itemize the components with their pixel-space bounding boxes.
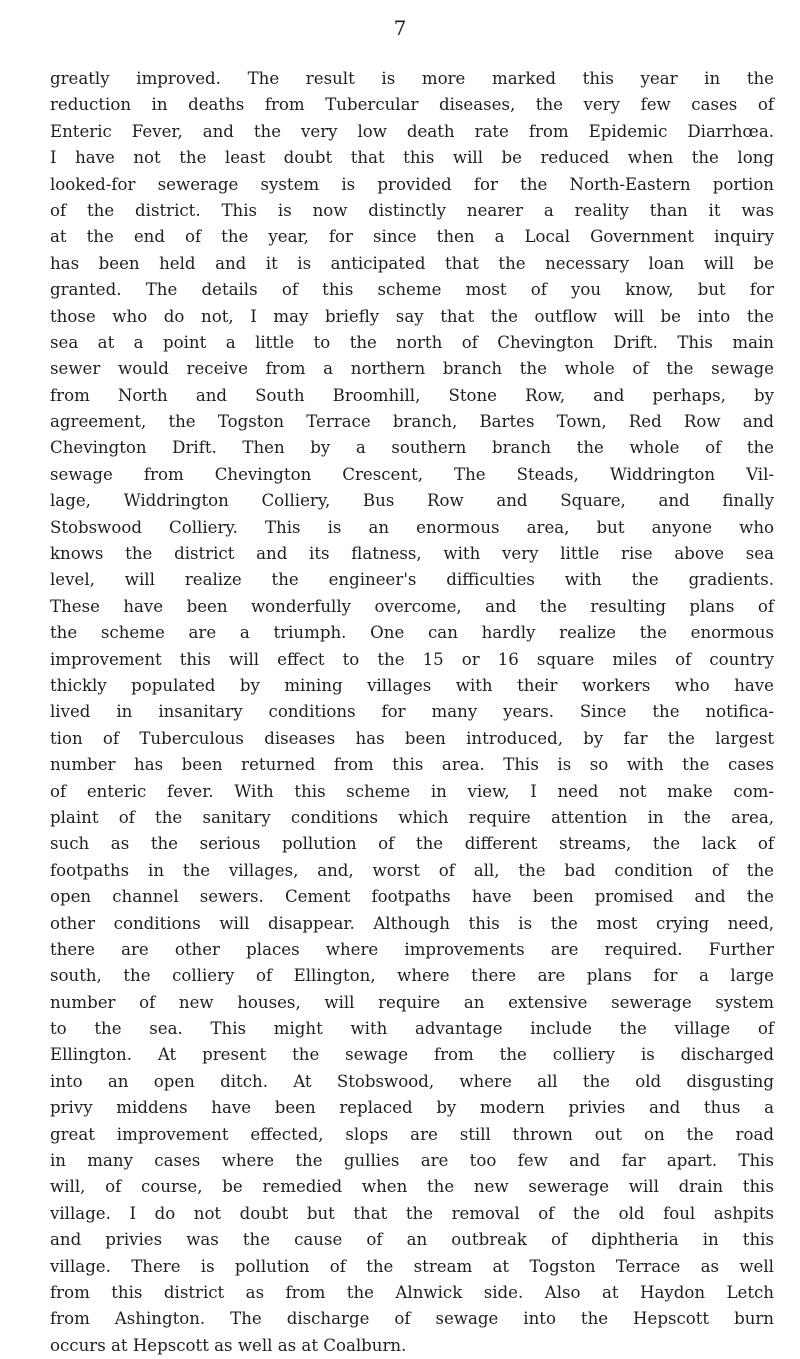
body-paragraph xyxy=(50,66,774,1359)
text-line: sewage from Chevington Crescent, The Steads, Widdrington Vil- xyxy=(50,464,774,484)
text-line: occurs at Hepscott as well as at Coalburn. xyxy=(50,1335,407,1355)
text-line: tion of Tuberculous diseases has been introduced, by far the largest xyxy=(50,728,774,748)
text-line: I have not the least doubt that this will be reduced when the long xyxy=(50,148,774,168)
text-line: looked-for sewerage system is provided for the North-Eastern portion xyxy=(50,174,774,194)
text-line: plaint of the sanitary conditions which require attention in the area, xyxy=(50,807,774,827)
text-line: Stobswood Colliery. This is an enormous area, but anyone who xyxy=(50,517,774,537)
text-line: the scheme are a triumph. One can hardly realize the enormous xyxy=(50,623,774,643)
text-line: other conditions will disappear. Although this is the most crying need, xyxy=(50,913,774,933)
text-line: south, the colliery of Ellington, where there are plans for a large xyxy=(50,966,774,986)
text-line: from North and South Broomhill, Stone Row, and perhaps, by xyxy=(50,385,774,405)
text-line: Enteric Fever, and the very low death rate from Epidemic Diarrhœa. xyxy=(50,121,774,141)
text-line: of the district. This is now distinctly nearer a reality than it was xyxy=(50,200,774,220)
text-line: privy middens have been replaced by modern privies and thus a xyxy=(50,1098,774,1118)
text-line: reduction in deaths from Tubercular diseases, the very few cases of xyxy=(50,95,774,115)
text-line: village. There is pollution of the stream at Togston Terrace as well xyxy=(50,1256,774,1276)
text-line: agreement, the Togston Terrace branch, Bartes Town, Red Row and xyxy=(50,412,774,432)
text-line: those who do not, I may briefly say that the outflow will be into the xyxy=(50,306,774,326)
text-line: number of new houses, will require an extensive sewerage system xyxy=(50,992,774,1012)
text-line: Chevington Drift. Then by a southern branch the whole of the xyxy=(50,438,774,458)
text-line: thickly populated by mining villages with their workers who have xyxy=(50,675,774,695)
text-line: to the sea. This might with advantage include the village of xyxy=(50,1019,774,1039)
text-line: open channel sewers. Cement footpaths have been promised and the xyxy=(50,887,774,907)
page-number: 7 xyxy=(393,16,407,40)
text-line: from this district as from the Alnwick side. Also at Haydon Letch xyxy=(50,1282,774,1302)
text-line: knows the district and its flatness, with very little rise above sea xyxy=(50,544,774,564)
text-line: Ellington. At present the sewage from the colliery is discharged xyxy=(50,1045,774,1065)
text-line: granted. The details of this scheme most of you know, but for xyxy=(50,280,774,300)
text-line: footpaths in the villages, and, worst of all, the bad condition of the xyxy=(50,860,774,880)
text-line: village. I do not doubt but that the removal of the old foul ashpits xyxy=(50,1203,774,1223)
text-line: lage, Widdrington Colliery, Bus Row and Square, and finally xyxy=(50,491,774,511)
text-line: such as the serious pollution of the different streams, the lack of xyxy=(50,834,774,854)
text-line: has been held and it is anticipated that the necessary loan will be xyxy=(50,253,774,273)
text-line: great improvement effected, slops are still thrown out on the road xyxy=(50,1124,774,1144)
text-line: level, will realize the engineer's difficulties with the gradients. xyxy=(50,570,774,590)
text-line: from Ashington. The discharge of sewage into the Hepscott burn xyxy=(50,1309,774,1329)
text-line: These have been wonderfully overcome, and the resulting plans of xyxy=(50,596,774,616)
text-line: into an open ditch. At Stobswood, where all the old disgusting xyxy=(50,1071,774,1091)
text-line: will, of course, be remedied when the new sewerage will drain this xyxy=(50,1177,774,1197)
text-line: sea at a point a little to the north of Chevington Drift. This main xyxy=(50,332,774,352)
text-line: greatly improved. The result is more marked this year in the xyxy=(50,69,774,88)
text-line: of enteric fever. With this scheme in view, I need not make com- xyxy=(50,781,774,801)
text-line: lived in insanitary conditions for many years. Since the notifica- xyxy=(50,702,774,722)
text-line: and privies was the cause of an outbreak of diphtheria in this xyxy=(50,1230,774,1250)
text-line: there are other places where improvements are required. Further xyxy=(50,939,774,959)
text-line: number has been returned from this area. This is so with the cases xyxy=(50,755,774,775)
text-line: at the end of the year, for since then a Local Government inquiry xyxy=(50,227,774,247)
text-line: sewer would receive from a northern branch the whole of the sewage xyxy=(50,359,774,379)
text-line: in many cases where the gullies are too few and far apart. This xyxy=(50,1151,774,1171)
text-line: improvement this will effect to the 15 or 16 square miles of country xyxy=(50,649,774,669)
